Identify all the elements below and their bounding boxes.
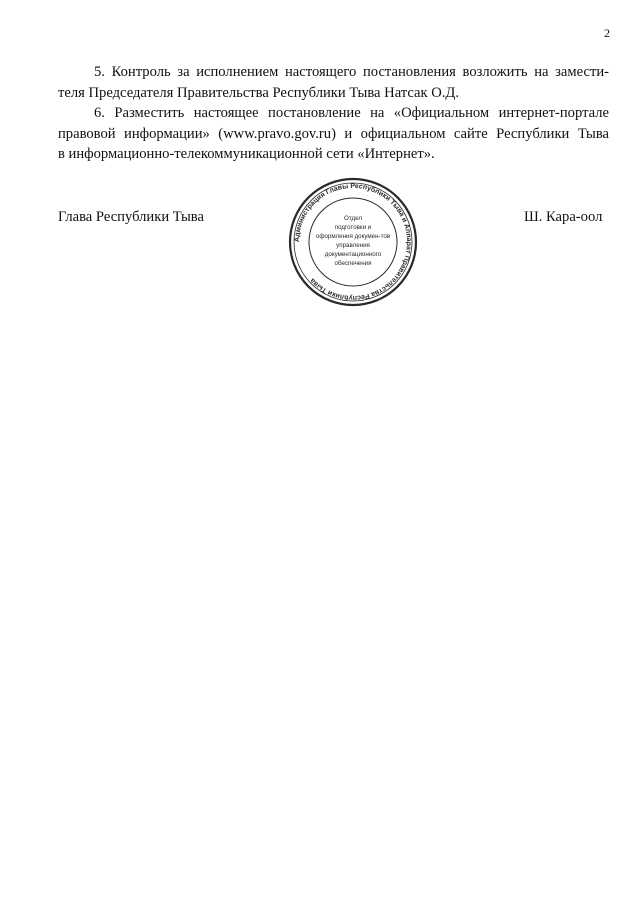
- official-stamp: [287, 176, 419, 308]
- stamp-outer-text: Администрация Главы Республики Тыва и Аппарат Правительства Республики Тыва: [293, 182, 413, 302]
- signer-title: Глава Республики Тыва: [58, 209, 204, 225]
- paragraph-5: [58, 62, 609, 103]
- paragraph-6: [58, 103, 609, 165]
- stamp-inner-line-5: документационного: [324, 251, 382, 258]
- stamp-inner-line-2: подготовки и: [334, 224, 372, 231]
- paragraph-6-line-3: в информационно-телекоммуникационной сети «Интернет».: [58, 146, 435, 162]
- paragraph-6-line-1: 6. Разместить настоящее постановление на «Официальном интернет-портале: [94, 105, 609, 121]
- signer-name: Ш. Кара-оол: [524, 209, 603, 225]
- stamp-inner-text: [316, 215, 391, 267]
- paragraph-5-line-1: 5. Контроль за исполнением настоящего постановления возложить на замести-: [94, 64, 609, 80]
- stamp-inner-line-6: обеспечения: [334, 260, 372, 267]
- stamp-inner-line-1: Отдел: [344, 215, 362, 222]
- paragraph-5-line-2: теля Председателя Правительства Республики Тыва Натсак О.Д.: [58, 84, 460, 101]
- stamp-inner-line-4: управления: [336, 242, 370, 249]
- page-number: 2: [604, 26, 610, 40]
- paragraph-6-line-2: правовой информации» (www.pravo.gov.ru) и официальном сайте Республики Тыва: [58, 125, 609, 142]
- stamp-inner-line-3: оформления докумен-тов: [315, 233, 391, 240]
